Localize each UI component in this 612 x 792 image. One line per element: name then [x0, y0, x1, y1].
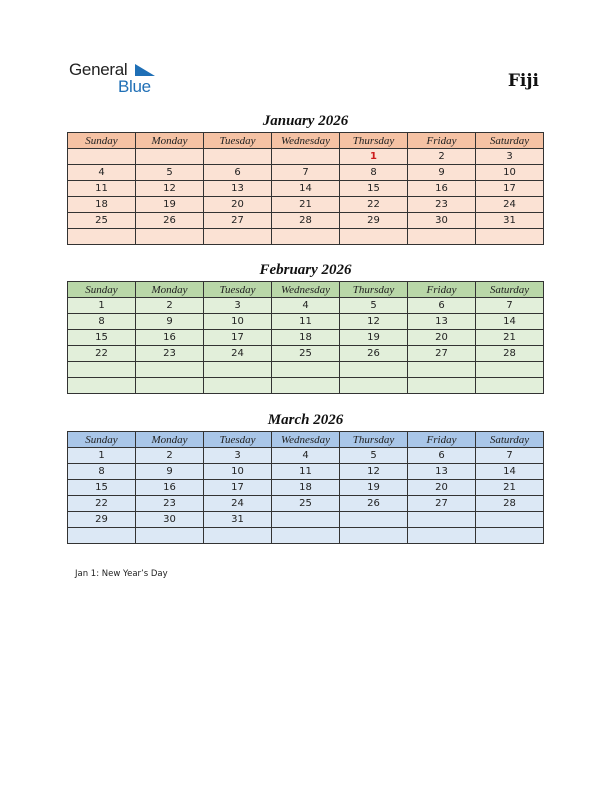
- day-cell: 9: [136, 464, 204, 480]
- weekday-header: Monday: [136, 282, 204, 298]
- day-cell: [204, 378, 272, 394]
- weekday-header-row: [68, 282, 544, 298]
- week-row: [68, 528, 544, 544]
- weekday-header: Sunday: [68, 432, 136, 448]
- day-cell: 27: [408, 496, 476, 512]
- week-row: [68, 496, 544, 512]
- day-cell: 16: [136, 330, 204, 346]
- day-cell: 14: [476, 314, 544, 330]
- weekday-header-row: [68, 133, 544, 149]
- day-cell: 25: [272, 496, 340, 512]
- calendar-table: [67, 132, 544, 245]
- week-row: [68, 213, 544, 229]
- week-row: [68, 464, 544, 480]
- logo-word-general: General: [69, 60, 128, 79]
- day-cell: 12: [340, 314, 408, 330]
- day-cell: [272, 512, 340, 528]
- day-cell: [68, 378, 136, 394]
- day-cell: 1: [68, 448, 136, 464]
- week-row: [68, 181, 544, 197]
- month-february: [67, 261, 544, 394]
- day-cell: 27: [408, 346, 476, 362]
- day-cell: [408, 512, 476, 528]
- month-title: January 2026: [262, 113, 349, 129]
- day-cell: 20: [408, 480, 476, 496]
- weekday-header: Thursday: [340, 282, 408, 298]
- weekday-header: Sunday: [68, 282, 136, 298]
- day-cell: [136, 229, 204, 245]
- day-cell: 13: [204, 181, 272, 197]
- logo-word-blue: Blue: [118, 77, 151, 96]
- day-cell: 9: [408, 165, 476, 181]
- weekday-header: Monday: [136, 432, 204, 448]
- weekday-header: Thursday: [340, 133, 408, 149]
- day-cell: 15: [68, 480, 136, 496]
- day-cell: [272, 528, 340, 544]
- day-cell: [408, 528, 476, 544]
- week-row: [68, 165, 544, 181]
- day-cell: [272, 362, 340, 378]
- day-cell: [204, 229, 272, 245]
- day-cell: 7: [272, 165, 340, 181]
- country-title: Fiji: [507, 71, 539, 91]
- day-cell: 11: [272, 314, 340, 330]
- day-cell: 30: [408, 213, 476, 229]
- day-cell: 19: [340, 330, 408, 346]
- day-cell: 23: [408, 197, 476, 213]
- logo-triangle-icon: [135, 64, 155, 78]
- day-cell: [340, 378, 408, 394]
- day-cell: 3: [204, 448, 272, 464]
- day-cell: 20: [408, 330, 476, 346]
- day-cell: [272, 378, 340, 394]
- day-cell: [68, 362, 136, 378]
- day-cell: 29: [340, 213, 408, 229]
- day-cell: 25: [68, 213, 136, 229]
- weekday-header: Wednesday: [272, 282, 340, 298]
- day-cell: 14: [272, 181, 340, 197]
- week-row: [68, 197, 544, 213]
- holiday-note: Jan 1: New Year’s Day: [75, 569, 168, 579]
- day-cell: 21: [476, 330, 544, 346]
- day-cell: 23: [136, 346, 204, 362]
- day-cell: [136, 378, 204, 394]
- weekday-header: Thursday: [340, 432, 408, 448]
- day-cell: [476, 378, 544, 394]
- day-cell: [204, 362, 272, 378]
- day-cell: 24: [204, 346, 272, 362]
- day-cell: 2: [408, 149, 476, 165]
- day-cell: [68, 229, 136, 245]
- day-cell: [476, 362, 544, 378]
- day-cell: 17: [476, 181, 544, 197]
- day-cell: 26: [340, 496, 408, 512]
- day-cell: 28: [476, 496, 544, 512]
- week-row: [68, 346, 544, 362]
- day-cell: 11: [68, 181, 136, 197]
- day-cell: 18: [68, 197, 136, 213]
- day-cell: 17: [204, 480, 272, 496]
- month-march: [67, 411, 544, 544]
- day-cell: 8: [68, 314, 136, 330]
- week-row: [68, 362, 544, 378]
- day-cell: 28: [272, 213, 340, 229]
- day-cell: [408, 378, 476, 394]
- day-cell: [408, 229, 476, 245]
- day-cell: 15: [340, 181, 408, 197]
- week-row: [68, 378, 544, 394]
- weekday-header: Wednesday: [272, 133, 340, 149]
- week-row: [68, 298, 544, 314]
- month-january: [67, 112, 544, 245]
- week-row: [68, 149, 544, 165]
- weekday-header: Saturday: [476, 282, 544, 298]
- day-cell: [204, 149, 272, 165]
- weekday-header: Sunday: [68, 133, 136, 149]
- day-cell: 24: [476, 197, 544, 213]
- calendar-table: [67, 431, 544, 544]
- month-title: March 2026: [267, 412, 344, 428]
- day-cell: 28: [476, 346, 544, 362]
- month-title: February 2026: [259, 262, 352, 278]
- weekday-header: Saturday: [476, 133, 544, 149]
- day-cell: 2: [136, 298, 204, 314]
- weekday-header: Wednesday: [272, 432, 340, 448]
- day-cell: [136, 362, 204, 378]
- day-cell: [340, 528, 408, 544]
- day-cell: 20: [204, 197, 272, 213]
- day-cell: [136, 528, 204, 544]
- day-cell: 26: [340, 346, 408, 362]
- day-cell: 10: [476, 165, 544, 181]
- day-cell: 12: [340, 464, 408, 480]
- day-cell: 4: [68, 165, 136, 181]
- holiday-day-cell: 1: [340, 149, 408, 165]
- day-cell: 1: [68, 298, 136, 314]
- holiday-notes: [75, 569, 168, 579]
- weekday-header: Tuesday: [204, 133, 272, 149]
- day-cell: [476, 229, 544, 245]
- day-cell: [136, 149, 204, 165]
- day-cell: 17: [204, 330, 272, 346]
- day-cell: 5: [136, 165, 204, 181]
- day-cell: 16: [408, 181, 476, 197]
- day-cell: 19: [136, 197, 204, 213]
- day-cell: [340, 362, 408, 378]
- day-cell: 4: [272, 448, 340, 464]
- day-cell: [340, 229, 408, 245]
- day-cell: 9: [136, 314, 204, 330]
- week-row: [68, 480, 544, 496]
- day-cell: 8: [68, 464, 136, 480]
- day-cell: [272, 149, 340, 165]
- day-cell: 5: [340, 448, 408, 464]
- day-cell: 11: [272, 464, 340, 480]
- day-cell: 31: [476, 213, 544, 229]
- day-cell: [476, 512, 544, 528]
- day-cell: 21: [272, 197, 340, 213]
- day-cell: 6: [204, 165, 272, 181]
- day-cell: [340, 512, 408, 528]
- day-cell: 2: [136, 448, 204, 464]
- day-cell: 7: [476, 448, 544, 464]
- day-cell: [476, 528, 544, 544]
- day-cell: 23: [136, 496, 204, 512]
- day-cell: 10: [204, 464, 272, 480]
- day-cell: 14: [476, 464, 544, 480]
- day-cell: 22: [68, 496, 136, 512]
- day-cell: 15: [68, 330, 136, 346]
- day-cell: 4: [272, 298, 340, 314]
- week-row: [68, 330, 544, 346]
- weekday-header: Saturday: [476, 432, 544, 448]
- day-cell: 6: [408, 448, 476, 464]
- weekday-header: Tuesday: [204, 282, 272, 298]
- day-cell: 27: [204, 213, 272, 229]
- day-cell: 18: [272, 330, 340, 346]
- day-cell: 30: [136, 512, 204, 528]
- day-cell: 12: [136, 181, 204, 197]
- day-cell: 22: [340, 197, 408, 213]
- day-cell: 31: [204, 512, 272, 528]
- day-cell: 21: [476, 480, 544, 496]
- weekday-header: Friday: [408, 432, 476, 448]
- week-row: [68, 448, 544, 464]
- day-cell: 19: [340, 480, 408, 496]
- week-row: [68, 512, 544, 528]
- day-cell: 3: [204, 298, 272, 314]
- day-cell: [272, 229, 340, 245]
- day-cell: 16: [136, 480, 204, 496]
- logo: [69, 60, 169, 96]
- day-cell: [68, 528, 136, 544]
- day-cell: 26: [136, 213, 204, 229]
- weekday-header: Friday: [408, 282, 476, 298]
- day-cell: 3: [476, 149, 544, 165]
- day-cell: 13: [408, 314, 476, 330]
- weekday-header: Tuesday: [204, 432, 272, 448]
- day-cell: 7: [476, 298, 544, 314]
- day-cell: [204, 528, 272, 544]
- day-cell: 29: [68, 512, 136, 528]
- day-cell: 18: [272, 480, 340, 496]
- day-cell: 22: [68, 346, 136, 362]
- week-row: [68, 314, 544, 330]
- day-cell: [68, 149, 136, 165]
- week-row: [68, 229, 544, 245]
- day-cell: 25: [272, 346, 340, 362]
- day-cell: 24: [204, 496, 272, 512]
- day-cell: 13: [408, 464, 476, 480]
- weekday-header-row: [68, 432, 544, 448]
- day-cell: 10: [204, 314, 272, 330]
- day-cell: 5: [340, 298, 408, 314]
- weekday-header: Friday: [408, 133, 476, 149]
- day-cell: 6: [408, 298, 476, 314]
- day-cell: [408, 362, 476, 378]
- day-cell: 8: [340, 165, 408, 181]
- weekday-header: Monday: [136, 133, 204, 149]
- calendar-table: [67, 281, 544, 394]
